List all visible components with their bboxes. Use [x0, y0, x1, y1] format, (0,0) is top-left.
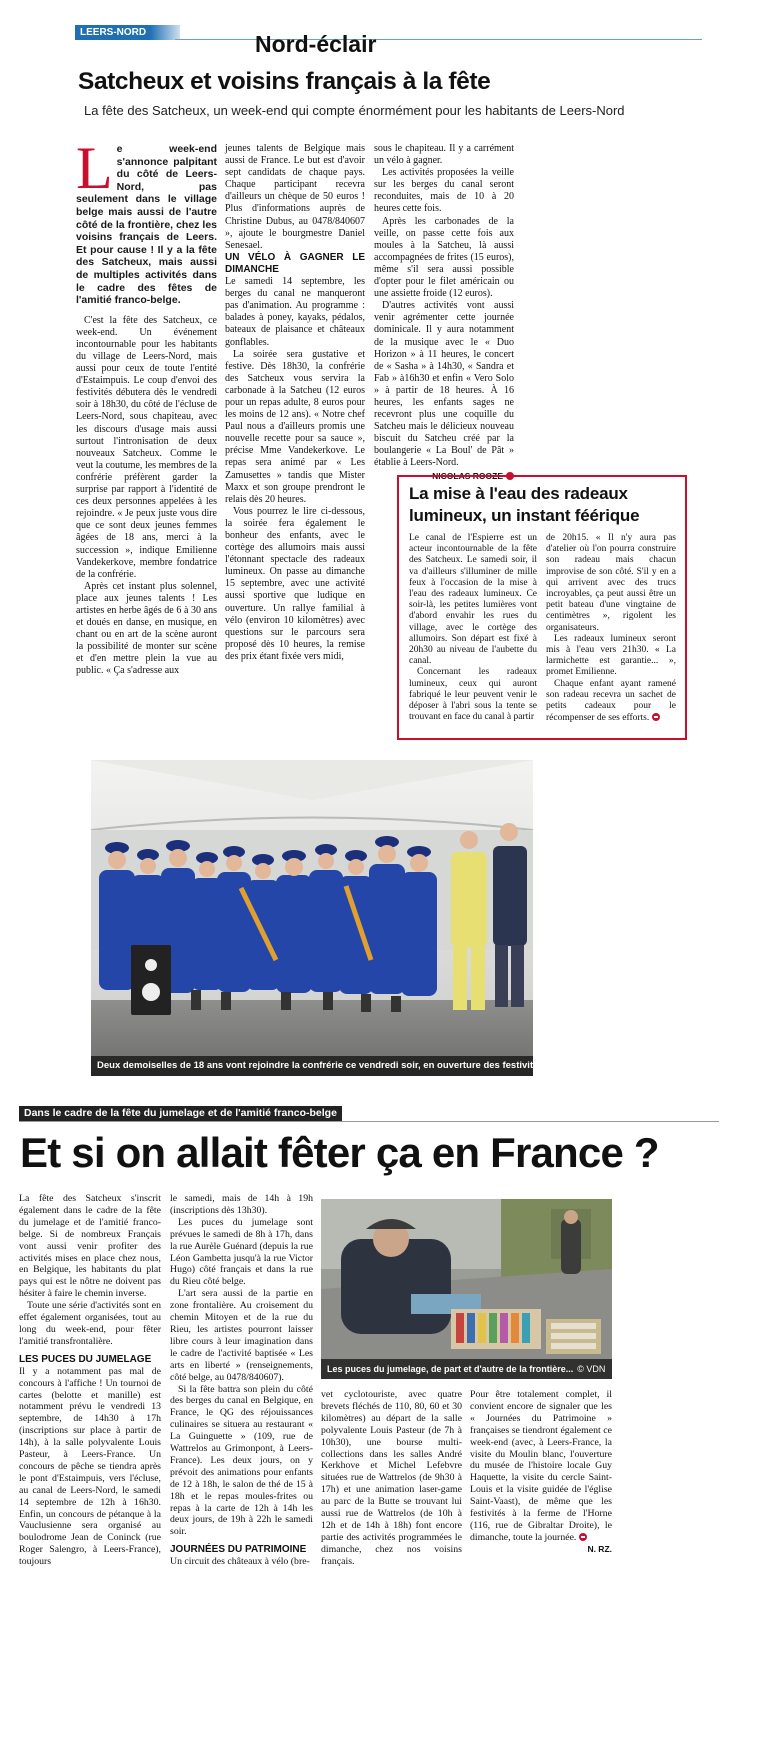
- article1-text: D'autres activités vont aussi venir agrémenter cette journée dominicale. Il y aura notamment de la musique avec le « Duo Horizon » à 11 heures, le concert de « Sasha » à 14h30, « Sandra et Fab » à16h30 et enfin « Vero Solo » à partir de 18 heures. À 16 heures, les enfants sages ne recevront plus une coquille du Satcheu mais le délicieux nouveau biscuit du Satcheu créé par la boulangerie « La Boul' de Pât » établie à Leers-Nord.: [374, 300, 514, 469]
- article2-col2: [170, 1193, 313, 1568]
- sidebar-text: Les radeaux lumineux seront mis à l'eau vers 21h30. « La larmichette est garantie... », promet Emilienne.: [546, 633, 676, 678]
- section-tag-label: LEERS-NORD: [80, 27, 147, 38]
- sidebar-text: Concernant les radeaux lumineux, ceux qui auront fabriqué le leur peuvent venir le déposer à l'abri sous la tente se trouvant en face du canal à partir: [409, 667, 537, 723]
- article1-text: La soirée sera gustative et festive. Dès 18h30, la confrérie des Satcheux vous servira la carbonade à la Satcheu (12 euros pour un repas adulte, 8 euros pour les moins de 12 ans). « Notre chef Paul nous a d'ailleurs promis une nouvelle recette pour sa sauce », précise Mme Vandekerkove. Le repas sera animé par « Les Zamusettes » tandis que Mister Maxx et son groupe prendront le relais dès 20 heures.: [225, 348, 365, 505]
- article1-lead: e week-end s'annonce palpitant du côté de Leers-Nord, pas seulement dans le village belge mais aussi de l'autre côté de la frontière, chez les voisins français de Leers. Et pour cause ! Il y a la fête des Satcheux, mais aussi de multiples activités dans le cadre des fêtes de l'amitié franco-belge.: [76, 143, 217, 307]
- end-mark-icon: [652, 713, 660, 721]
- article2-subhead: JOURNÉES DU PATRIMOINE: [170, 1544, 307, 1556]
- photo-puces: [321, 1199, 612, 1379]
- article2-signature: N. RZ.: [587, 1543, 612, 1554]
- article2-col4: [470, 1389, 612, 1556]
- article2-col1: [19, 1193, 161, 1568]
- article2-text: Les puces du jumelage sont prévues le samedi de 8h à 17h, dans la rue Aurèle Guénard (depuis la rue Léon Gambetta jusqu'à la rue Victor Hugo) côté français et dans la rue du Rieu côté belge.: [170, 1216, 313, 1288]
- newspaper-name: Nord-éclair: [255, 31, 377, 57]
- photo-confrerie-caption: Deux demoiselles de 18 ans vont rejoindre la confrérie ce vendredi soir, en ouverture des festivités. © E. V.: [91, 1056, 533, 1076]
- sidebar-col1: [409, 533, 537, 723]
- article2-text: La fête des Satcheux s'inscrit également dans le cadre de la fête du jumelage et de l'amitié franco-belge. Si de nombreux Français vont aussi venir profiter des activités mises en place chez nous, en Belgique, les habitants du plat pays qui est le nôtre ne doivent pas hésiter à faire le chemin inverse.: [19, 1193, 161, 1300]
- article2-text: vet cyclotouriste, avec quatre brevets fléchés de 110, 80, 60 et 30 kilomètres) au départ de la salle polyvalente Louis Pasteur (de 7h à 10h30), une bourse multi-collections dans les salles André Kerkhove et Michel Lefebvre situées rue de Wattrelos (de 9h30 à 17h) et une animation laser-game au parc de la Butte se trouvant lui aussi rue de Wattrelos (de 10h à 12h et de 14h à 18h) font encore partie des activités programmées le dimanche, chez nos voisins français.: [321, 1389, 462, 1567]
- photo-puces-illustration: [321, 1199, 612, 1379]
- article1-text: Les activités proposées la veille sur les berges du canal seront reconduites, mais de 10 à 20 heures cette fois.: [374, 167, 514, 215]
- article1-text: sous le chapiteau. Il y a carrément un vélo à gagner.: [374, 143, 514, 167]
- article1-text: jeunes talents de Belgique mais aussi de France. Le but est d'avoir sept candidats de chaque pays. Chaque participant recevra d'ailleurs un chèque de 50 euros ! Plus d'informations auprès de Christine Dubus, au 0478/840607 », ajoute le bourgmestre Daniel Senesael.: [225, 143, 365, 251]
- article2-text: Pour être totalement complet, il convient encore de signaler que les « Journées du Patrimoine » françaises se tiendront également ce week-end (avec, à Leers-France, la visite du Moulin blanc, l'ouverture du musée de l'histoire locale Guy Haquette, la visite du cercle Saint-Louis et la visite guidée de l'église Saint-Vaast), de même que les festivités à la ferme de l'Horne (116, rue de Gibraltar Droite), le dimanche, toute la journée.: [470, 1389, 612, 1543]
- sidebar-text: de 20h15. « Il n'y aura pas d'atelier où l'on pourra construire son radeau mais chacun improvise de son côté. S'il y en a qui arrivent avec des trucs incroyables, ça peut aussi être un petit bateau d'une vingtaine de centimètres », rigolent les organisateurs.: [546, 533, 676, 633]
- article1-text: Le samedi 14 septembre, les berges du canal ne manqueront pas d'animation. Au programme : balades à poney, kayaks, pédalos, bateaux de plaisance et châteaux gonflables.: [225, 276, 365, 348]
- sidebar-col2: [546, 533, 676, 724]
- article2-kicker: Dans le cadre de la fête du jumelage et de l'amitié franco-belge: [19, 1106, 342, 1121]
- dropcap: L: [76, 135, 113, 201]
- article1-title: Satcheux et voisins français à la fête: [78, 68, 491, 95]
- article2-text: L'art sera aussi de la partie en zone frontalière. Au croisement du chemin Mitoyen et de la rue du Rieu, les artistes pourront laisser libre cours à leur imagination dans le cadre de l'activité baptisée « Les arts en liberté » (renseignements, côté belge, au 0478/840607).: [170, 1288, 313, 1383]
- article2-text: le samedi, mais de 14h à 19h (inscriptions dès 13h30).: [170, 1193, 313, 1216]
- article1-subtitle: La fête des Satcheux, un week-end qui compte énormément pour les habitants de Leers-Nord: [84, 103, 625, 118]
- article1-subhead: UN VÉLO À GAGNER LE DIMANCHE: [225, 251, 365, 275]
- photo-confrerie: [91, 760, 580, 1076]
- photo-puces-caption: Les puces du jumelage, de part et d'autre de la frontière... © VDN: [321, 1359, 612, 1379]
- article1-text: Après les carbonades de la veille, on passe cette fois aux moules à la Satcheu, là aussi accompagnées de frites (15 euros), même s'il sera aussi possible d'opter pour le filet américain ou une assiette froide (12 euros).: [374, 215, 514, 300]
- photo-confrerie-illustration: [91, 760, 533, 1076]
- article2-col3: [321, 1389, 462, 1568]
- article1-signature: NICOLAS ROOZE: [374, 470, 514, 482]
- article2-rule: [19, 1121, 719, 1122]
- sidebar-title: La mise à l'eau des radeaux lumineux, un instant féérique: [409, 484, 640, 525]
- article2-text: Il y a notamment pas mal de concours à l'affiche ! Un tournoi de cartes (belotte et manille) est notamment prévu le vendredi 13 septembre, de 14h30 à 17h (inscriptions sur place à partir de 14h), à la salle polyvalente Louis Pasteur, à Leers-France. Un concours de pêche se tiendra après le pont d'Estaimpuis, vers l'écluse, au canal de Leers-Nord, le samedi 14 septembre de 12h à 16h30. Enfin, un concours de pétanque à la Vauclusienne sera organisé au boulodrome Jean de Coninck (rue Roger Salengro, à Leers-France), toujours: [19, 1365, 161, 1568]
- article1-col1: [76, 135, 217, 678]
- article1-text: Après cet instant plus solennel, place aux jeunes talents ! Les artistes en herbe âgés de 6 à 30 ans et doués en danse, en musique, en chant ou en art de la scène auront la possibilité de monter sur scène et d'en mettre plein la vue au public. « Ça s'adresse aux: [76, 580, 217, 677]
- article1-text: C'est la fête des Satcheux, ce week-end. Un événement incontournable pour les habitants du village de Leers-Nord, mais aussi pour ceux de toute l'entité d'Estaimpuis. Le coup d'envoi des festivités débutera dès le vendredi soir à 18h30, du côté de l'écluse de Leers-Nord, sous chapiteau, avec les discours d'usage mais aussi surtout l'intronisation de deux nouveaux Satcheux. Comme le veut la coutume, les membres de la confrérie préfèrent garder la surprise par rapport à l'identité de ces deux personnes appelées à les rejoindre. « Je peux juste vous dire que ce sont deux jeunes femmes âgées de 18 ans, merci à la succession », indique Emilienne Vandekerkove, membre fondatrice de la confrérie.: [76, 314, 217, 580]
- end-mark-icon: [579, 1533, 587, 1541]
- article1-col2: [225, 143, 365, 663]
- article1-col3: [374, 143, 514, 482]
- article2-text: Un circuit des châteaux à vélo (bre-: [170, 1556, 310, 1568]
- sidebar-box: [397, 475, 687, 740]
- section-tag-fade: [150, 25, 180, 40]
- sidebar-text: Chaque enfant ayant ramené son radeau recevra un sachet de petits cadeaux pour le récompenser de ses efforts.: [546, 678, 676, 724]
- article2-subhead: LES PUCES DU JUMELAGE: [19, 1353, 152, 1365]
- sidebar-text: Le canal de l'Espierre est un acteur incontournable de la fête des Satcheux. Le samedi soir, il va d'ailleurs s'illuminer de mille feux à l'occasion de la mise à l'eau des radeaux lumineux. Ce soir-là, les petites lumières vont d'abord envahir les rues du village, avec le cortège des allumoirs. Son départ est fixé à 20h30 au niveau de l'aubette du canal.: [409, 533, 537, 667]
- article1-text: Vous pourrez le lire ci-dessous, la soirée fera également le bonheur des enfants, avec le cortège des allumoirs mais aussi l'étonnant spectacle des radeaux lumineux. On passe au dimanche 15 septembre, avec une activité aussi sportive que ludique en ouverture. Un rallye familial à vélo (environ 10 kilomètres) avec questions sur le parcours sera proposé dès 10 heures, la remise des prix étant fixée vers midi,: [225, 505, 365, 662]
- article2-text: Si la fête battra son plein du côté des berges du canal en Belgique, en France, le QG des réjouissances culinaires se situera au restaurant « La Guinguette » (109, rue de Wattrelos au Grimonpont, à Leers-France). Les deux jours, on y prévoit des animations pour enfants de 12 à 18h, le salon de thé de 15 à 18h et le repas moules-frites ou repas à la carte de 12h à 14h les deux jours, de 19h à 22h le samedi soir.: [170, 1383, 313, 1538]
- article2-text: Toute une série d'activités sont en effet également organisées, tout au long du week-end, pour fêter l'amitié transfrontalière.: [19, 1300, 161, 1347]
- article2-title: Et si on allait fêter ça en France ?: [20, 1129, 659, 1176]
